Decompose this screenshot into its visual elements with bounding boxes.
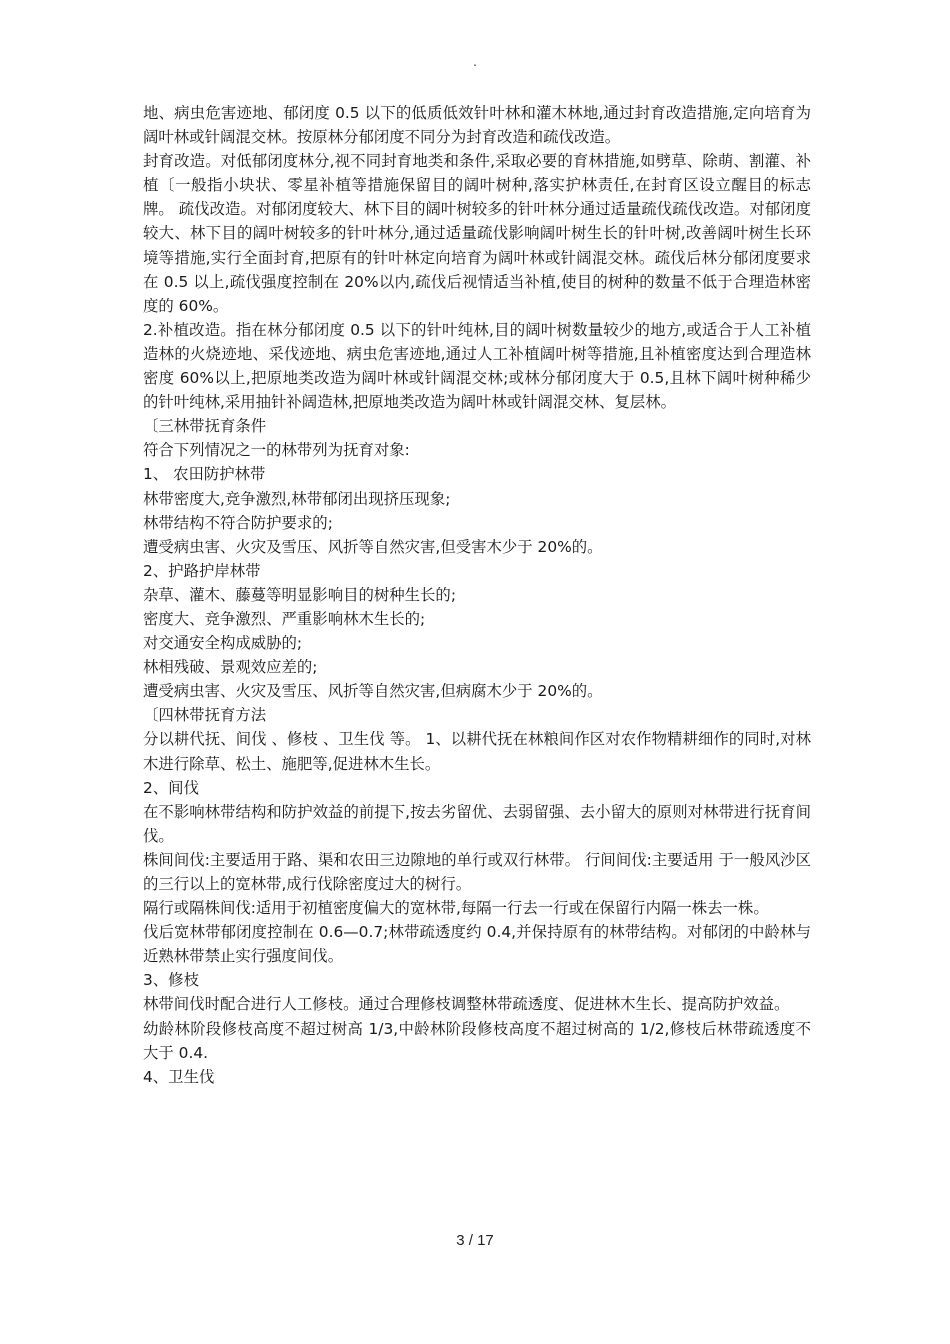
section-heading: 〔四林带抚育方法 [143, 706, 267, 725]
paragraph: 林带间伐时配合进行人工修枝。通过合理修枝调整林带疏透度、促进林木生长、提高防护效益。 [143, 995, 790, 1014]
paragraph: 幼龄林阶段修枝高度不超过树高 1/3,中龄林阶段修枝高度不超过树高的 1/2,修枝后林带疏透度不大于 0.4. [143, 1019, 811, 1062]
subsection-heading: 2、护路护岸林带 [143, 561, 261, 580]
header-mark: . [473, 55, 477, 69]
list-item: 林带结构不符合防护要求的; [143, 513, 333, 532]
list-item: 遭受病虫害、火灾及雪压、风折等自然灾害,但受害木少于 20%的。 [143, 537, 603, 556]
paragraph: 地、病虫危害迹地、郁闭度 0.5 以下的低质低效针叶林和灌木林地,通过封育改造措施,定向培育为阔叶林或针阔混交林。按原林分郁闭度不同分为封育改造和疏伐改造。 [143, 104, 811, 147]
paragraph: 伐后宽林带郁闭度控制在 0.6—0.7;林带疏透度约 0.4,并保持原有的林带结构。对郁闭的中龄林与近熟林带禁止实行强度间伐。 [143, 923, 811, 966]
subsection-heading: 4、卫生伐 [143, 1067, 215, 1086]
document-body [143, 101, 811, 1089]
paragraph: 符合下列情况之一的林带列为抚育对象: [143, 441, 410, 460]
list-item: 对交通安全构成威胁的; [143, 634, 303, 653]
list-item: 杂草、灌木、藤蔓等明显影响目的树种生长的; [143, 585, 456, 604]
paragraph: 在不影响林带结构和防护效益的前提下,按去劣留优、去弱留强、去小留大的原则对林带进行抚育间伐。 [143, 802, 811, 845]
section-heading: 〔三林带抚育条件 [143, 417, 267, 436]
paragraph: 株间间伐:主要适用于路、渠和农田三边隙地的单行或双行林带。 行间间伐:主要适用 于一般风沙区的三行以上的宽林带,成行伐除密度过大的树行。 [143, 850, 811, 893]
page-number: 3 / 17 [456, 1232, 494, 1249]
subsection-heading: 3、修枝 [143, 971, 199, 990]
list-item: 林相残破、景观效应差的; [143, 658, 318, 677]
subsection-heading: 1、 农田防护林带 [143, 465, 266, 484]
paragraph: 封育改造。对低郁闭度林分,视不同封育地类和条件,采取必要的育林措施,如劈草、除萌、割灌、补植〔一般指小块状、零星补植等措施保留目的阔叶树种,落实护林责任,在封育区设立醒目的标志牌。 疏伐改造。对郁闭度较大、林下目的阔叶树较多的针叶林分通过适量疏伐疏伐改造。对郁闭度较大、林下目的阔叶树较多的针叶林分,通过适量疏伐影响阔叶树生长的针叶树,改善阔叶树生长环境等措施,实行全面封育,把原有的针叶林定向培育为阔叶林或针阔混交林。疏伐后林分郁闭度要求在 0.5 以上,疏伐强度控制在 20%以内,疏伐后视情适当补植,使目的树种的数量不低于合理造林密度的 60%。 [143, 152, 811, 315]
list-item: 密度大、竞争激烈、严重影响林木生长的; [143, 609, 426, 628]
list-item: 林带密度大,竞争激烈,林带郁闭出现挤压现象; [143, 489, 451, 508]
paragraph: 2.补植改造。指在林分郁闭度 0.5 以下的针叶纯林,目的阔叶树数量较少的地方,或适合于人工补植造林的火烧迹地、采伐迹地、病虫危害迹地,通过人工补植阔叶树等措施,且补植密度达到合理造林密度 60%以上,把原地类改造为阔叶林或针阔混交林;或林分郁闭度大于 0.5,且林下阔叶树种稀少的针叶纯林,采用抽针补阔造林,把原地类改造为阔叶林或针阔混交林、复层林。 [143, 320, 811, 412]
paragraph: 分以耕代抚、间伐 、修枝 、卫生伐 等。 1、以耕代抚在林粮间作区对农作物精耕细作的同时,对林木进行除草、松土、施肥等,促进林木生长。 [143, 730, 811, 773]
subsection-heading: 2、间伐 [143, 778, 199, 797]
list-item: 遭受病虫害、火灾及雪压、风折等自然灾害,但病腐木少于 20%的。 [143, 682, 603, 701]
paragraph: 隔行或隔株间伐:适用于初植密度偏大的宽林带,每隔一行去一行或在保留行内隔一株去一株。 [143, 899, 769, 918]
